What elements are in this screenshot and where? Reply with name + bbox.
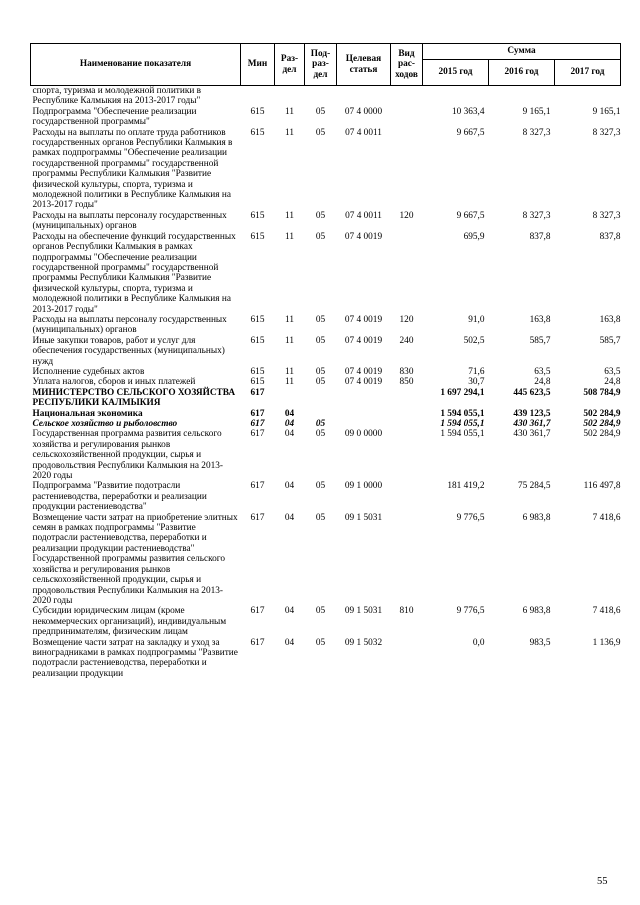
row-target: 07 4 0019 xyxy=(344,231,383,242)
row-sum-2016: 430 361,7 xyxy=(513,429,551,440)
row-sum-2016: 439 123,5 xyxy=(513,408,551,419)
table-header xyxy=(31,44,621,86)
row-vid xyxy=(391,232,423,315)
row-min: 617 xyxy=(250,408,265,419)
row-name: Расходы на выплаты персоналу государственных (муниципальных) органов xyxy=(32,210,227,232)
row-sum-2016 xyxy=(489,86,555,107)
row-sum-2015: 1 697 294,1 xyxy=(440,387,485,398)
row-vid xyxy=(391,638,423,680)
row-target: 07 4 0019 xyxy=(344,314,383,325)
header-razdel: Раз- дел xyxy=(275,44,305,86)
row-min: 615 xyxy=(250,106,265,117)
row-sum-2015: 30,7 xyxy=(468,377,485,388)
row-razdel: 11 xyxy=(285,127,294,138)
row-sum-2015 xyxy=(423,86,489,107)
table-row xyxy=(31,638,621,680)
row-sum-2015: 1 594 055,1 xyxy=(440,408,485,419)
row-target: 09 1 0000 xyxy=(344,481,383,492)
row-sum-2017: 502 284,9 xyxy=(583,408,621,419)
row-sum-2016: 24,8 xyxy=(534,377,551,388)
row-razdel: 11 xyxy=(285,210,294,221)
table-body xyxy=(31,86,621,680)
row-sum-2016: 163,8 xyxy=(529,314,551,325)
row-sum-2015: 0,0 xyxy=(472,637,485,648)
row-target: 07 4 0011 xyxy=(345,127,382,138)
header-target: Целевая статья xyxy=(337,44,391,86)
row-sum-2016: 445 623,5 xyxy=(513,387,551,398)
row-sum-2017: 116 497,8 xyxy=(583,481,621,492)
row-name: Субсидии юридическим лицам (кроме некоммерческих организаций), индивидуальным предпринимателям, физическим лицам xyxy=(32,606,227,638)
header-podrazdel: Под- раз- дел xyxy=(305,44,337,86)
table-row xyxy=(31,86,621,107)
row-vid: 810 xyxy=(399,606,414,617)
row-target: 07 4 0011 xyxy=(345,210,382,221)
row-podrazdel: 05 xyxy=(315,377,326,388)
page-number: 55 xyxy=(597,876,608,887)
row-podrazdel: 05 xyxy=(315,314,326,325)
row-name: МИНИСТЕРСТВО СЕЛЬСКОГО ХОЗЯЙСТВА РЕСПУБЛИКИ КАЛМЫКИЯ xyxy=(32,387,236,409)
table-row xyxy=(31,377,621,387)
row-sum-2017 xyxy=(555,86,621,107)
row-name: Расходы на выплаты по оплате труда работников государственных органов Республики Калмыкия в рамках подпрограммы "Обеспечение реализации государственной программы" государственной программы Республики Калмыкия "Развитие физической культуры, спорта, туризма и молодежной политики в Республике Калмыкия на 2013-2017 годы" xyxy=(32,127,233,211)
row-sum-2015: 10 363,4 xyxy=(451,106,485,117)
row-razdel: 04 xyxy=(284,606,295,617)
row-podrazdel xyxy=(305,409,337,419)
row-name: спорта, туризма и молодежной политики в Республике Калмыкия на 2013-2017 годы" xyxy=(32,86,202,107)
row-target xyxy=(337,409,391,419)
row-min: 617 xyxy=(250,637,265,648)
row-sum-2017: 163,8 xyxy=(599,314,621,325)
table-row xyxy=(31,481,621,512)
row-min: 615 xyxy=(250,366,265,377)
row-sum-2017: 63,5 xyxy=(604,366,621,377)
row-podrazdel: 05 xyxy=(315,366,326,377)
header-2017: 2017 год xyxy=(555,60,621,86)
table-row xyxy=(31,513,621,607)
row-podrazdel: 05 xyxy=(315,429,326,440)
row-podrazdel: 05 xyxy=(315,606,326,617)
row-min: 617 xyxy=(250,512,265,523)
table-row xyxy=(31,336,621,367)
table-row xyxy=(31,128,621,211)
row-sum-2017: 7 418,6 xyxy=(592,512,621,523)
row-sum-2015: 695,9 xyxy=(463,231,485,242)
row-name: Государственная программа развития сельского хозяйства и регулирования рынков сельскохозяйственной продукции, сырья и продовольствия Республики Калмыкия на 2013-2020 годы xyxy=(32,429,223,482)
row-sum-2017: 9 165,1 xyxy=(592,106,621,117)
row-sum-2016: 6 983,8 xyxy=(522,512,551,523)
row-name: Возмещение части затрат на закладку и уход за виноградниками в рамках подпрограммы "Развитие подотрасли растениеводства, переработки и реализации продукции xyxy=(32,637,238,679)
budget-table xyxy=(30,43,621,679)
row-razdel: 04 xyxy=(284,637,295,648)
row-sum-2017: 502 284,9 xyxy=(583,429,621,440)
row-vid xyxy=(391,429,423,481)
row-podrazdel: 05 xyxy=(315,231,326,242)
row-sum-2016: 837,8 xyxy=(529,231,551,242)
row-target: 09 1 5031 xyxy=(344,606,383,617)
row-vid: 120 xyxy=(399,314,414,325)
table-row xyxy=(31,211,621,232)
row-razdel: 04 xyxy=(284,408,295,419)
table-row xyxy=(31,232,621,315)
row-min: 617 xyxy=(250,419,265,429)
row-target: 07 4 0019 xyxy=(344,335,383,346)
row-podrazdel: 05 xyxy=(315,481,326,492)
row-sum-2016: 9 165,1 xyxy=(522,106,551,117)
row-sum-2015: 181 419,2 xyxy=(447,481,485,492)
row-razdel xyxy=(275,86,305,107)
row-target xyxy=(337,86,391,107)
row-razdel xyxy=(275,388,305,409)
row-name: Исполнение судебных актов xyxy=(32,366,145,377)
row-vid xyxy=(391,107,423,128)
row-podrazdel: 05 xyxy=(315,335,326,346)
table-row xyxy=(31,409,621,419)
row-sum-2015: 1 594 055,1 xyxy=(440,419,485,429)
row-podrazdel: 05 xyxy=(315,637,326,648)
row-sum-2015: 71,6 xyxy=(468,366,485,377)
row-podrazdel: 05 xyxy=(315,106,326,117)
row-min: 615 xyxy=(250,377,265,388)
row-vid: 240 xyxy=(399,335,414,346)
row-vid xyxy=(391,86,423,107)
row-sum-2017: 7 418,6 xyxy=(592,606,621,617)
row-sum-2017: 585,7 xyxy=(599,335,621,346)
row-sum-2015: 9 667,5 xyxy=(456,127,485,138)
row-name: Иные закупки товаров, работ и услуг для обеспечения государственных (муниципальных) нужд xyxy=(32,335,225,367)
row-vid xyxy=(391,388,423,409)
header-name: Наименование показателя xyxy=(31,44,241,86)
row-name: Подпрограмма "Развитие подотрасли растениеводства, переработки и реализации продукции растениеводства" xyxy=(32,481,207,513)
row-min: 617 xyxy=(250,429,265,440)
row-min: 615 xyxy=(250,314,265,325)
header-vid: Вид рас- ходов xyxy=(391,44,423,86)
row-razdel: 04 xyxy=(284,429,295,440)
row-vid xyxy=(391,481,423,512)
row-razdel: 04 xyxy=(284,419,295,429)
row-sum-2015: 502,5 xyxy=(463,335,485,346)
row-podrazdel: 05 xyxy=(315,419,326,429)
header-2016: 2016 год xyxy=(489,60,555,86)
row-sum-2016: 983,5 xyxy=(529,637,551,648)
row-sum-2015: 9 776,5 xyxy=(456,512,485,523)
row-min: 617 xyxy=(250,481,265,492)
row-target xyxy=(337,388,391,409)
row-sum-2017: 837,8 xyxy=(599,231,621,242)
row-razdel: 11 xyxy=(285,377,294,388)
row-sum-2016: 585,7 xyxy=(529,335,551,346)
table-row xyxy=(31,419,621,429)
row-razdel: 04 xyxy=(284,481,295,492)
table-row xyxy=(31,388,621,409)
row-sum-2016: 8 327,3 xyxy=(522,210,551,221)
row-podrazdel: 05 xyxy=(315,210,326,221)
row-sum-2017: 502 284,9 xyxy=(583,419,621,429)
row-sum-2015: 1 594 055,1 xyxy=(440,429,485,440)
row-name: Уплата налогов, сборов и иных платежей xyxy=(32,377,196,388)
row-target: 07 4 0000 xyxy=(344,106,383,117)
row-target: 09 1 5031 xyxy=(344,512,383,523)
row-vid xyxy=(391,409,423,419)
row-razdel: 11 xyxy=(285,314,294,325)
row-min: 615 xyxy=(250,335,265,346)
row-target: 07 4 0019 xyxy=(344,377,383,388)
row-sum-2015: 91,0 xyxy=(468,314,485,325)
row-sum-2017: 1 136,9 xyxy=(592,637,621,648)
row-podrazdel xyxy=(305,388,337,409)
row-podrazdel: 05 xyxy=(315,127,326,138)
row-name: Возмещение части затрат на приобретение элитных семян в рамках подпрограммы "Развитие подотрасли растениеводства, переработки и реализации продукции растениеводства" Государственной программы развития сельского хозяйства и регулирования рынков сельскохозяйственной продукции, сырья и продовольствия Республики Калмыкия на 2013-2020 годы xyxy=(32,512,238,606)
table-row xyxy=(31,367,621,377)
row-sum-2016: 63,5 xyxy=(534,366,551,377)
row-podrazdel: 05 xyxy=(315,512,326,523)
table-row xyxy=(31,107,621,128)
row-min: 617 xyxy=(250,606,265,617)
row-name: Подпрограмма "Обеспечение реализации государственной программы" xyxy=(32,106,197,128)
row-sum-2015: 9 776,5 xyxy=(456,606,485,617)
row-name: Расходы на выплаты персоналу государственных (муниципальных) органов xyxy=(32,314,227,336)
row-target xyxy=(337,419,391,429)
document-page xyxy=(30,43,620,679)
table-row xyxy=(31,606,621,637)
row-min: 615 xyxy=(250,231,265,242)
row-razdel: 11 xyxy=(285,231,294,242)
row-vid: 850 xyxy=(399,377,414,388)
row-name: Сельское хозяйство и рыболовство xyxy=(32,419,178,429)
row-min: 615 xyxy=(250,127,265,138)
header-min: Мин xyxy=(241,44,275,86)
row-min: 615 xyxy=(250,210,265,221)
table-row xyxy=(31,429,621,481)
row-vid xyxy=(391,419,423,429)
row-sum-2015: 9 667,5 xyxy=(456,210,485,221)
row-razdel: 04 xyxy=(284,512,295,523)
header-2015: 2015 год xyxy=(423,60,489,86)
row-min xyxy=(241,86,275,107)
row-sum-2017: 8 327,3 xyxy=(592,210,621,221)
row-sum-2016: 6 983,8 xyxy=(522,606,551,617)
row-sum-2016: 430 361,7 xyxy=(513,419,551,429)
row-sum-2016: 8 327,3 xyxy=(522,127,551,138)
row-vid xyxy=(391,513,423,607)
row-sum-2016: 75 284,5 xyxy=(517,481,551,492)
row-name: Расходы на обеспечение функций государственных органов Республики Калмыкия в рамках подпрограммы "Обеспечение реализации государственной программы" государственной программы Республики Калмыкия "Развитие физической культуры, спорта, туризма и молодежной политики в Республике Калмыкия на 2013-2017 годы" xyxy=(32,231,236,315)
row-sum-2017: 8 327,3 xyxy=(592,127,621,138)
row-vid xyxy=(391,128,423,211)
row-target: 07 4 0019 xyxy=(344,366,383,377)
row-name: Национальная экономика xyxy=(32,408,143,419)
header-summa: Сумма xyxy=(423,44,621,60)
row-razdel: 11 xyxy=(285,366,294,377)
row-sum-2017: 24,8 xyxy=(604,377,621,388)
row-razdel: 11 xyxy=(285,106,294,117)
row-razdel: 11 xyxy=(285,335,294,346)
row-sum-2017: 508 784,9 xyxy=(583,387,621,398)
row-target: 09 0 0000 xyxy=(344,429,383,440)
row-vid: 830 xyxy=(399,366,414,377)
row-vid: 120 xyxy=(399,210,414,221)
row-target: 09 1 5032 xyxy=(344,637,383,648)
row-podrazdel xyxy=(305,86,337,107)
table-row xyxy=(31,315,621,336)
row-min: 617 xyxy=(250,387,265,398)
